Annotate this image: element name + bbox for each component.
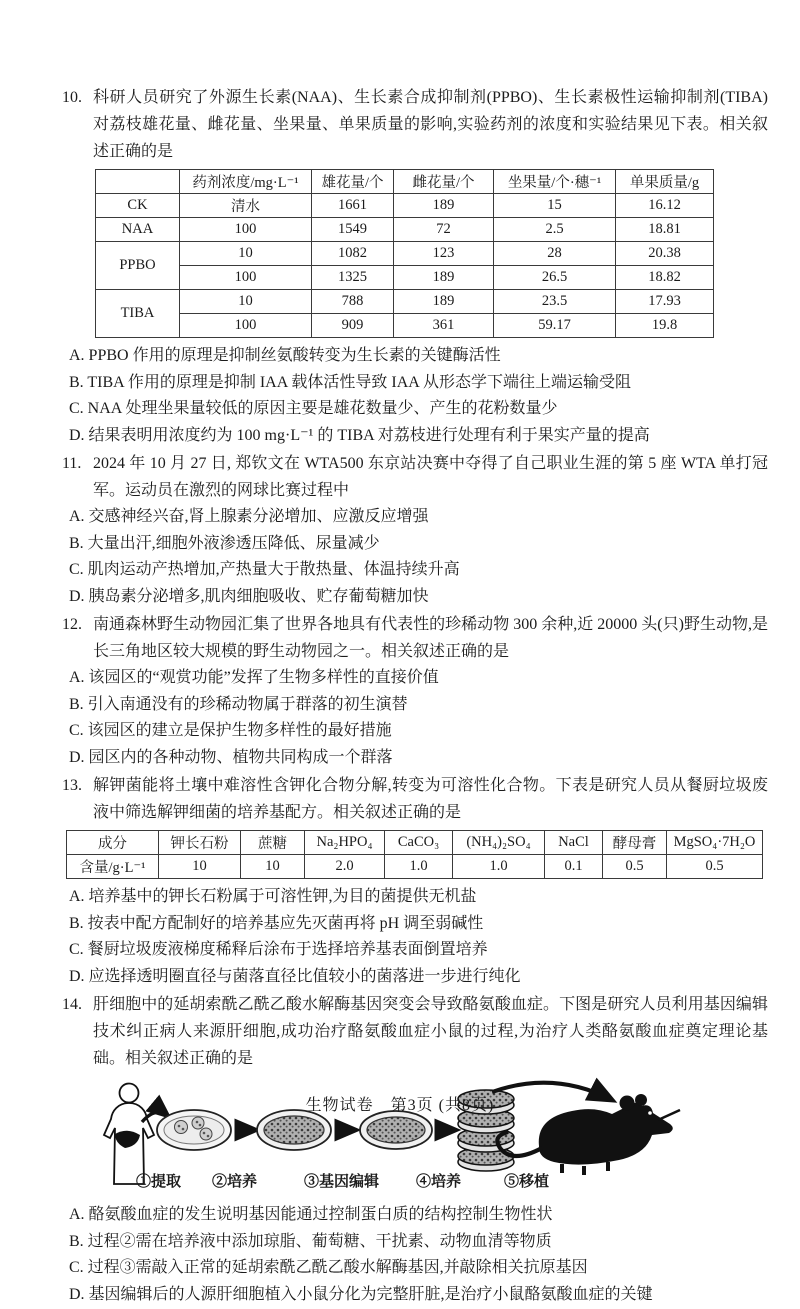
question-stem-text: 南通森林野生动物园汇集了世界各地具有代表性的珍稀动物 300 余种,近 20000 头(只)野生动物,是长三角地区较大规模的野生动物园之一。相关叙述正确的是 — [93, 616, 768, 660]
cell: 0.5 — [667, 855, 763, 879]
cell: 28 — [494, 242, 616, 266]
question-10 — [62, 84, 768, 449]
column-header — [96, 170, 180, 194]
row-label: CK — [96, 194, 180, 218]
question-number: 10. — [62, 89, 82, 106]
table-row — [96, 266, 714, 290]
cell: 123 — [394, 242, 494, 266]
table-row — [67, 855, 763, 879]
cell: 189 — [394, 290, 494, 314]
step-1-label: ①提取 — [136, 1174, 182, 1190]
cell: 1549 — [312, 218, 394, 242]
column-header: 蔗糖 — [241, 831, 305, 855]
cell: 189 — [394, 194, 494, 218]
step-2-label: ②培养 — [212, 1174, 258, 1190]
cell: 788 — [312, 290, 394, 314]
cell: 0.5 — [603, 855, 667, 879]
option-b: B. 引入南通没有的珍稀动物属于群落的初生演替 — [69, 695, 408, 713]
column-header: 雌花量/个 — [394, 170, 494, 194]
option-c: C. 过程③需敲入正常的延胡索酰乙酰乙酸水解酶基因,并敲除相关抗原基因 — [69, 1259, 588, 1276]
table-row — [96, 242, 714, 266]
exam-content — [62, 84, 768, 1309]
cell: 10 — [241, 855, 305, 879]
option-a: A. 交感神经兴奋,肾上腺素分泌增加、应激反应增强 — [69, 508, 429, 525]
column-header: CaCO₃ — [385, 831, 453, 855]
cell: 1.0 — [453, 855, 545, 879]
table-header-row — [96, 170, 714, 194]
cell: 100 — [180, 314, 312, 338]
cell: 15 — [494, 194, 616, 218]
cell: 1.0 — [385, 855, 453, 879]
petri-dish-3-icon — [360, 1111, 432, 1149]
table-row — [96, 194, 714, 218]
q11-options — [62, 504, 768, 610]
question-stem-text: 肝细胞中的延胡索酰乙酰乙酸水解酶基因突变会导致酪氨酸血症。下图是研究人员利用基因编辑技术纠正病人来源肝细胞,成功治疗酪氨酸血症小鼠的过程,为治疗人类酪氨酸血症奠定理论基础。相关叙述正确的是 — [93, 996, 768, 1067]
option-b: B. 过程②需在培养液中添加琼脂、葡萄糖、干扰素、动物血清等物质 — [69, 1232, 552, 1250]
question-12 — [62, 611, 768, 771]
column-header: 坐果量/个·穗⁻¹ — [494, 170, 616, 194]
question-stem-text: 2024 年 10 月 27 日, 郑钦文在 WTA500 东京站决赛中夺得了自己职业生涯的第 5 座 WTA 单打冠军。运动员在激烈的网球比赛过程中 — [93, 455, 768, 499]
cell: 18.81 — [616, 218, 714, 242]
option-b: B. 按表中配方配制好的培养基应先灭菌再将 pH 调至弱碱性 — [69, 914, 484, 932]
cell: 19.8 — [616, 314, 714, 338]
column-header: Na₂HPO₄ — [305, 831, 385, 855]
row-label: PPBO — [96, 242, 180, 290]
row-label: NAA — [96, 218, 180, 242]
step-4-label: ④培养 — [416, 1174, 462, 1190]
cell: 59.17 — [494, 314, 616, 338]
cell: 10 — [159, 855, 241, 879]
option-c: C. 餐厨垃圾废液梯度稀释后涂布于选择培养基表面倒置培养 — [69, 941, 488, 958]
column-header: (NH₄)₂SO₄ — [453, 831, 545, 855]
column-header: MgSO₄·7H₂O — [667, 831, 763, 855]
question-11 — [62, 450, 768, 610]
cell: 16.12 — [616, 194, 714, 218]
option-d: D. 基因编辑后的人源肝细胞植入小鼠分化为完整肝脏,是治疗小鼠酪氨酸血症的关键 — [69, 1285, 653, 1303]
question-number: 11. — [62, 455, 82, 472]
question-11-stem — [62, 450, 768, 504]
cell: 100 — [180, 218, 312, 242]
cell: 189 — [394, 266, 494, 290]
table-row — [96, 314, 714, 338]
question-stem-text: 解钾菌能将土壤中难溶性含钾化合物分解,转变为可溶性化合物。下表是研究人员从餐厨垃圾废液中筛选解钾细菌的培养基配方。相关叙述正确的是 — [93, 777, 768, 821]
cell: 20.38 — [616, 242, 714, 266]
cell: 0.1 — [545, 855, 603, 879]
question-14 — [62, 991, 768, 1308]
question-13-stem — [62, 772, 768, 826]
question-10-stem — [62, 84, 768, 165]
option-b: B. 大量出汗,细胞外液渗透压降低、尿量减少 — [69, 534, 380, 552]
cell: 100 — [180, 266, 312, 290]
option-c: C. NAA 处理坐果量较低的原因主要是雄花数量少、产生的花粉数量少 — [69, 400, 558, 417]
option-a: A. 培养基中的钾长石粉属于可溶性钾,为目的菌提供无机盐 — [69, 888, 477, 905]
table-row — [96, 290, 714, 314]
option-a: A. 酪氨酸血症的发生说明基因能通过控制蛋白质的结构控制生物性状 — [69, 1206, 553, 1223]
question-number: 12. — [62, 616, 82, 633]
q12-options — [62, 665, 768, 771]
cell: 361 — [394, 314, 494, 338]
question-13 — [62, 772, 768, 990]
q10-results-table — [95, 169, 714, 338]
option-c: C. 肌肉运动产热增加,产热量大于散热量、体温持续升高 — [69, 561, 460, 578]
option-c: C. 该园区的建立是保护生物多样性的最好措施 — [69, 722, 392, 739]
q14-options — [62, 1202, 768, 1308]
cell: 10 — [180, 242, 312, 266]
q13-options — [62, 884, 768, 990]
option-d: D. 结果表明用浓度约为 100 mg·L⁻¹ 的 TIBA 对荔枝进行处理有利于果实产量的提高 — [69, 426, 650, 444]
cell: 2.5 — [494, 218, 616, 242]
question-14-stem — [62, 991, 768, 1072]
cell: 18.82 — [616, 266, 714, 290]
table-row — [96, 218, 714, 242]
step-5-label: ⑤移植 — [504, 1174, 550, 1190]
petri-dish-2-icon — [257, 1110, 331, 1150]
cell: 2.0 — [305, 855, 385, 879]
cell: 72 — [394, 218, 494, 242]
option-d: D. 应选择透明圈直径与菌落直径比值较小的菌落进一步进行纯化 — [69, 967, 521, 985]
question-12-stem — [62, 611, 768, 665]
question-number: 14. — [62, 996, 82, 1013]
page-footer: 生物试卷 第3页 (共8页) — [305, 1097, 495, 1114]
column-header: 单果质量/g — [616, 170, 714, 194]
q13-medium-table — [66, 830, 763, 879]
step-3-label: ③基因编辑 — [304, 1174, 380, 1190]
cell: 1082 — [312, 242, 394, 266]
option-b: B. TIBA 作用的原理是抑制 IAA 载体活性导致 IAA 从形态学下端往上端运输受阻 — [69, 373, 631, 391]
column-header: 雄花量/个 — [312, 170, 394, 194]
column-header: 成分 — [67, 831, 159, 855]
cell: 10 — [180, 290, 312, 314]
cell: 清水 — [180, 194, 312, 218]
column-header: 药剂浓度/mg·L⁻¹ — [180, 170, 312, 194]
petri-dish-1-icon — [157, 1110, 231, 1150]
column-header: NaCl — [545, 831, 603, 855]
option-a: A. PPBO 作用的原理是抑制丝氨酸转变为生长素的关键酶活性 — [69, 347, 501, 364]
cell: 1661 — [312, 194, 394, 218]
row-label: 含量/g·L⁻¹ — [67, 855, 159, 879]
row-label: TIBA — [96, 290, 180, 338]
table-header-row — [67, 831, 763, 855]
cell: 909 — [312, 314, 394, 338]
cell: 23.5 — [494, 290, 616, 314]
option-d: D. 园区内的各种动物、植物共同构成一个群落 — [69, 748, 393, 766]
question-stem-text: 科研人员研究了外源生长素(NAA)、生长素合成抑制剂(PPBO)、生长素极性运输抑制剂(TIBA) 对荔枝雄花量、雌花量、坐果量、单果质量的影响,实验药剂的浓度和实验结果见下表。相关叙述正确的是 — [93, 89, 768, 160]
cell: 17.93 — [616, 290, 714, 314]
column-header: 酵母膏 — [603, 831, 667, 855]
column-header: 钾长石粉 — [159, 831, 241, 855]
cell: 26.5 — [494, 266, 616, 290]
q10-options — [62, 343, 768, 449]
cell: 1325 — [312, 266, 394, 290]
option-d: D. 胰岛素分泌增多,肌肉细胞吸收、贮存葡萄糖加快 — [69, 587, 429, 605]
question-number: 13. — [62, 777, 82, 794]
option-a: A. 该园区的“观赏功能”发挥了生物多样性的直接价值 — [69, 669, 439, 686]
